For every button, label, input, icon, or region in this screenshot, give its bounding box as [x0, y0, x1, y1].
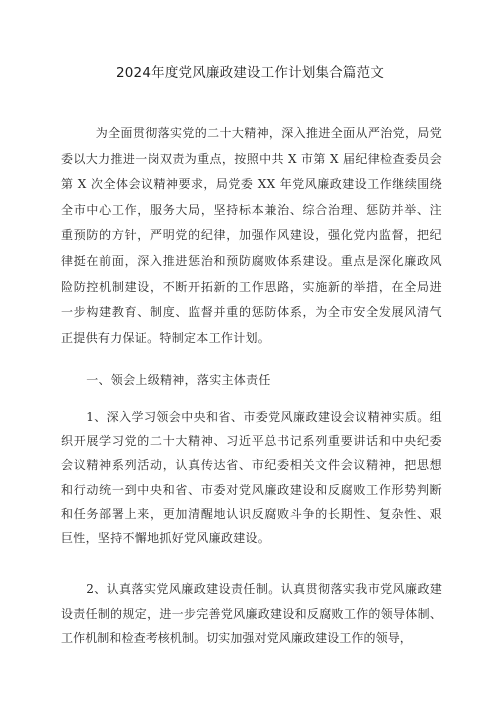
intro-paragraph: 为全面贯彻落实党的二十大精神，深入推进全面从严治党，局党委以大力推进一岗双责为重点，按照中共 X 市第 X 届纪律检查委员会第 X 次全体会议精神要求，局党委 XX 年党风廉政建设工作继续围绕全市中心工作，服务大局，坚持标本兼治、综合治理、惩防并举、注重预防的方针，严明党的纪律，加强作风建设，强化党内监督，把纪律挺在前面，深入推进惩治和预防腐败体系建设。重点是深化廉政风险防控机制建设，不断开拓新的工作思路，实施新的举措，在全局进一步构建教育、制度、监督并重的惩防体系，为全市安全发展风清气正提供有力保证。特制定本工作计划。 [61, 126, 442, 345]
document-title: 2024年度党风廉政建设工作计划集合篇范文 [115, 65, 385, 81]
item-paragraph-1: 1、深入学习领会中央和省、市委党风廉政建设会议精神实质。组织开展学习党的二十大精神、习近平总书记系列重要讲话和中央纪委会议精神系列活动，认真传达省、市纪委相关文件会议精神，把思想和行动统一到中央和省、市委对党风廉政建设和反腐败工作形势判断和任务部署上来，更加清醒地认识反腐败斗争的长期性、复杂性、艰巨性，坚持不懈地抓好党风廉政建设。 [61, 410, 442, 546]
item-paragraph-2: 2、认真落实党风廉政建设责任制。认真贯彻落实我市党风廉政建设责任制的规定，进一步完善党风廉政建设和反腐败工作的领导体制、工作机制和检查考核机制。切实加强对党风廉政建设工作的领导， [61, 582, 442, 646]
section-heading: 一、领会上级精神，落实主体责任 [86, 373, 271, 387]
